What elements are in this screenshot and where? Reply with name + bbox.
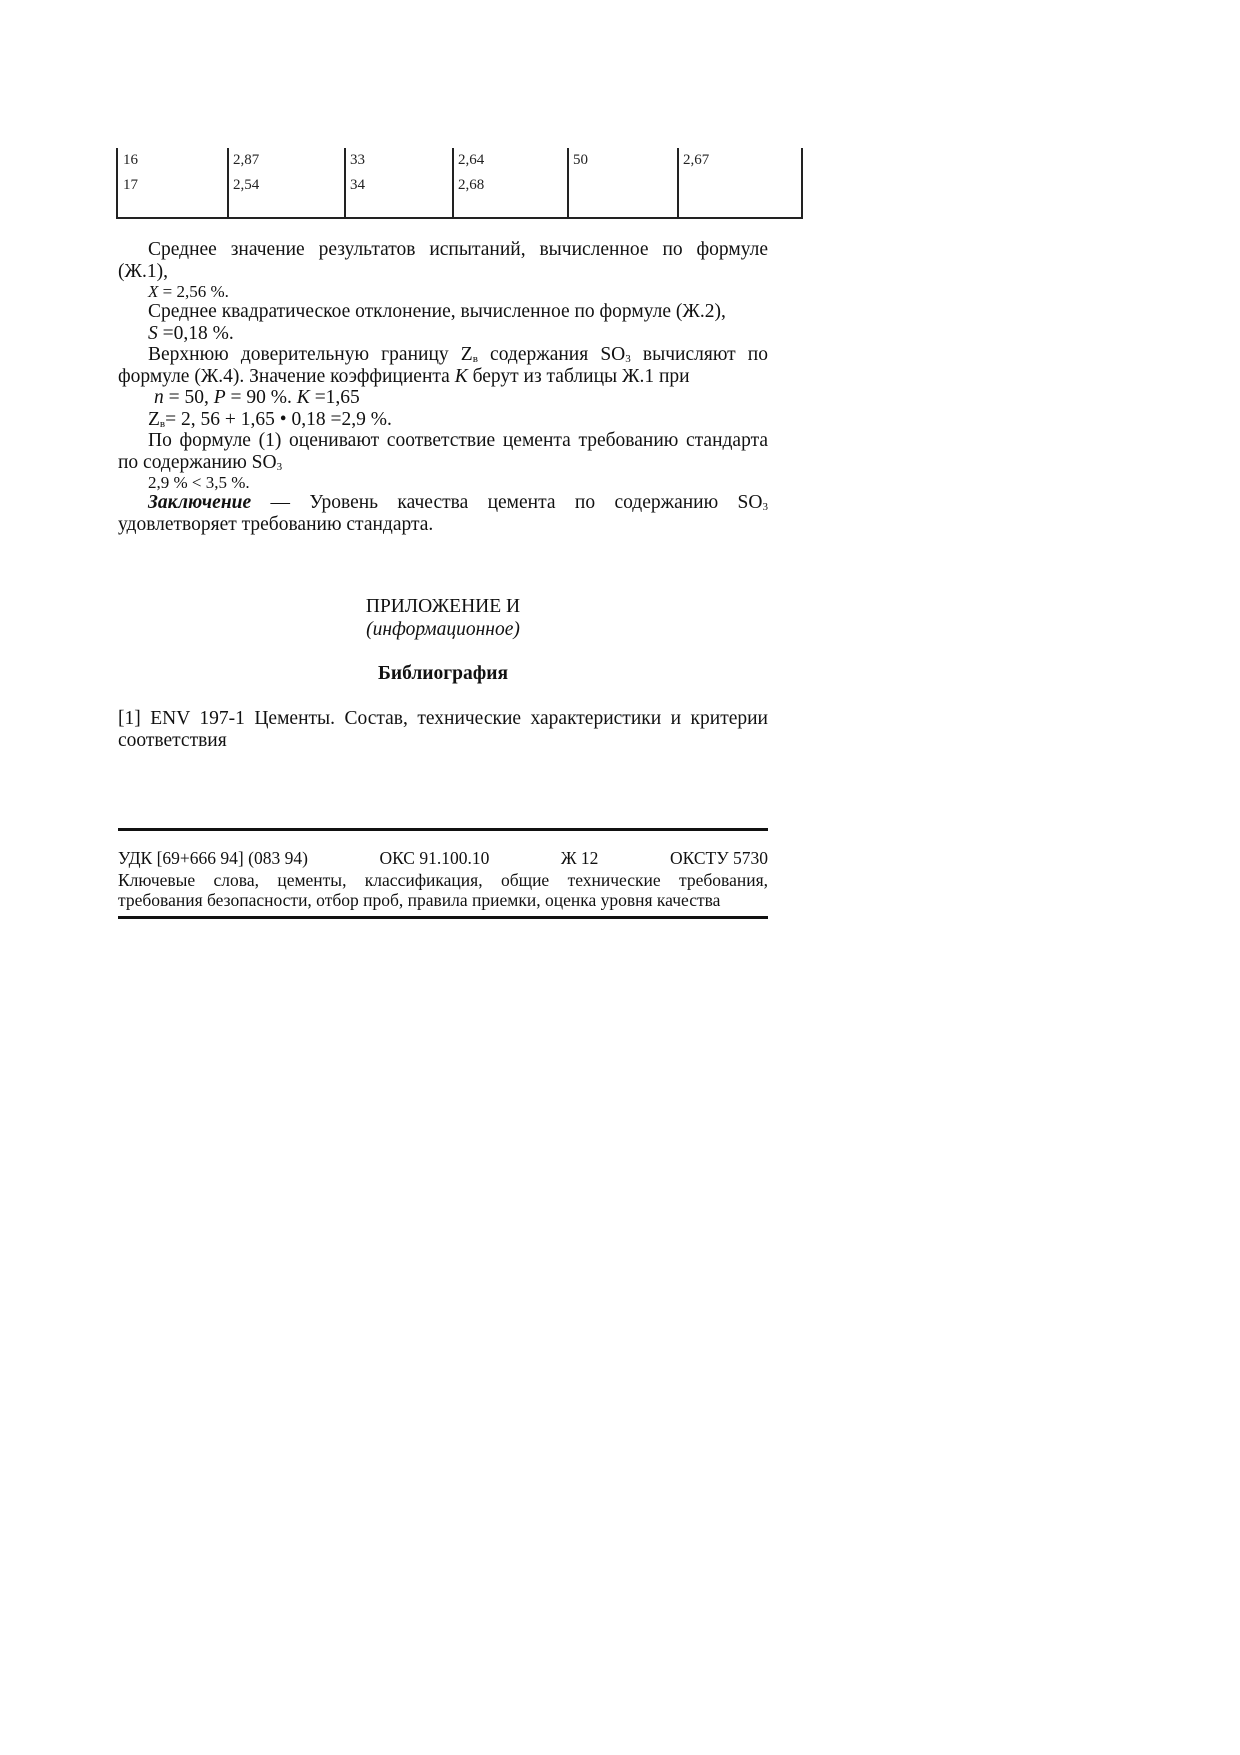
table-border-right — [801, 148, 803, 219]
s-value: =0,18 %. — [157, 322, 234, 344]
table-border-left — [116, 148, 118, 219]
stddev-value — [118, 323, 768, 345]
text-fragment: Верхнюю доверительную границу Z — [148, 344, 473, 365]
text-fragment: удовлетворяет требованию стандарта. — [118, 513, 434, 535]
table-divider — [227, 148, 229, 219]
subscript: 3 — [762, 501, 768, 513]
table-divider — [567, 148, 569, 219]
mean-paragraph: Среднее значение результатов испытаний, вычисленное по формуле (Ж.1), — [118, 239, 768, 282]
table-cell: 2,87 — [233, 152, 260, 168]
table-cell: 2,68 — [458, 177, 485, 193]
udk-code: УДК [69+666 94] (083 94) — [118, 848, 308, 868]
z-formula — [118, 409, 768, 431]
keywords-text: Ключевые слова, цементы, классификация, общие технические требования, требования безопасности, отбор проб, правила приемки, оценка уровня качества — [118, 870, 768, 910]
k-variable: K — [296, 387, 310, 408]
n-value: = 50, — [163, 387, 214, 408]
keywords-block — [118, 870, 768, 910]
table-divider — [344, 148, 346, 219]
p-value: = 90 %. — [225, 387, 297, 408]
text-fragment: — Уровень качества цемента по содержанию SO — [251, 492, 763, 513]
table-cell: 16 — [123, 152, 138, 168]
compliance-paragraph — [118, 430, 768, 473]
comparison-line: 2,9 % < 3,5 %. — [148, 473, 250, 492]
table-cell: 2,54 — [233, 177, 260, 193]
upper-bound-paragraph — [118, 344, 768, 387]
footer-bottom-rule — [118, 916, 768, 919]
table-cell: 50 — [573, 152, 588, 168]
text-fragment: По формуле (1) оценивают соответствие цемента требованию стандарта по содержанию SO — [118, 430, 768, 473]
subscript: в — [159, 417, 166, 430]
table-divider — [677, 148, 679, 219]
conclusion-label: Заключение — [148, 492, 252, 513]
appendix-title: ПРИЛОЖЕНИЕ И — [365, 596, 521, 617]
table-cell: 2,67 — [683, 152, 710, 168]
conclusion-paragraph — [118, 492, 768, 535]
calculation-text — [118, 239, 768, 535]
bibliography-heading: Библиография — [377, 663, 509, 684]
table-cell: 2,64 — [458, 152, 485, 168]
p-variable: P — [213, 387, 226, 408]
text-fragment: Z — [148, 408, 160, 430]
x-variable: X — [148, 282, 159, 301]
subscript: 3 — [625, 353, 631, 365]
classification-codes — [118, 848, 778, 868]
text-fragment: содержания SO — [477, 344, 626, 365]
mean-value — [118, 282, 768, 301]
bibliography-list — [118, 708, 768, 751]
s-variable: S — [148, 322, 158, 344]
table-cell: 33 — [350, 152, 365, 168]
subscript: 3 — [276, 460, 283, 473]
bibliography-item: [1] ENV 197-1 Цементы. Состав, технические характеристики и критерии соответствия — [118, 708, 768, 751]
table-divider — [452, 148, 454, 219]
x-value: = 2,56 %. — [158, 282, 229, 301]
table-cell: 34 — [350, 177, 365, 193]
zh-code: Ж 12 — [560, 848, 599, 868]
table-cell: 17 — [123, 177, 138, 193]
results-table — [117, 148, 803, 219]
k-value: =1,65 — [309, 387, 360, 408]
text-fragment: вычисляют по формуле (Ж.4). Значение коэффициента — [118, 344, 768, 387]
text-fragment: = 2, 56 + 1,65 • 0,18 =2,9 %. — [165, 408, 392, 430]
oks-code: ОКС 91.100.10 — [379, 848, 490, 868]
text-fragment: берут из таблицы Ж.1 при — [467, 365, 690, 387]
parameters-line — [118, 387, 768, 409]
appendix-subtitle: (информационное) — [366, 619, 520, 640]
okstu-code: ОКСТУ 5730 — [669, 848, 768, 868]
subscript: в — [472, 353, 478, 365]
k-variable: K — [454, 365, 468, 387]
footer-top-rule — [118, 828, 768, 831]
n-variable: n — [154, 387, 164, 408]
stddev-paragraph: Среднее квадратическое отклонение, вычисленное по формуле (Ж.2), — [148, 301, 726, 322]
